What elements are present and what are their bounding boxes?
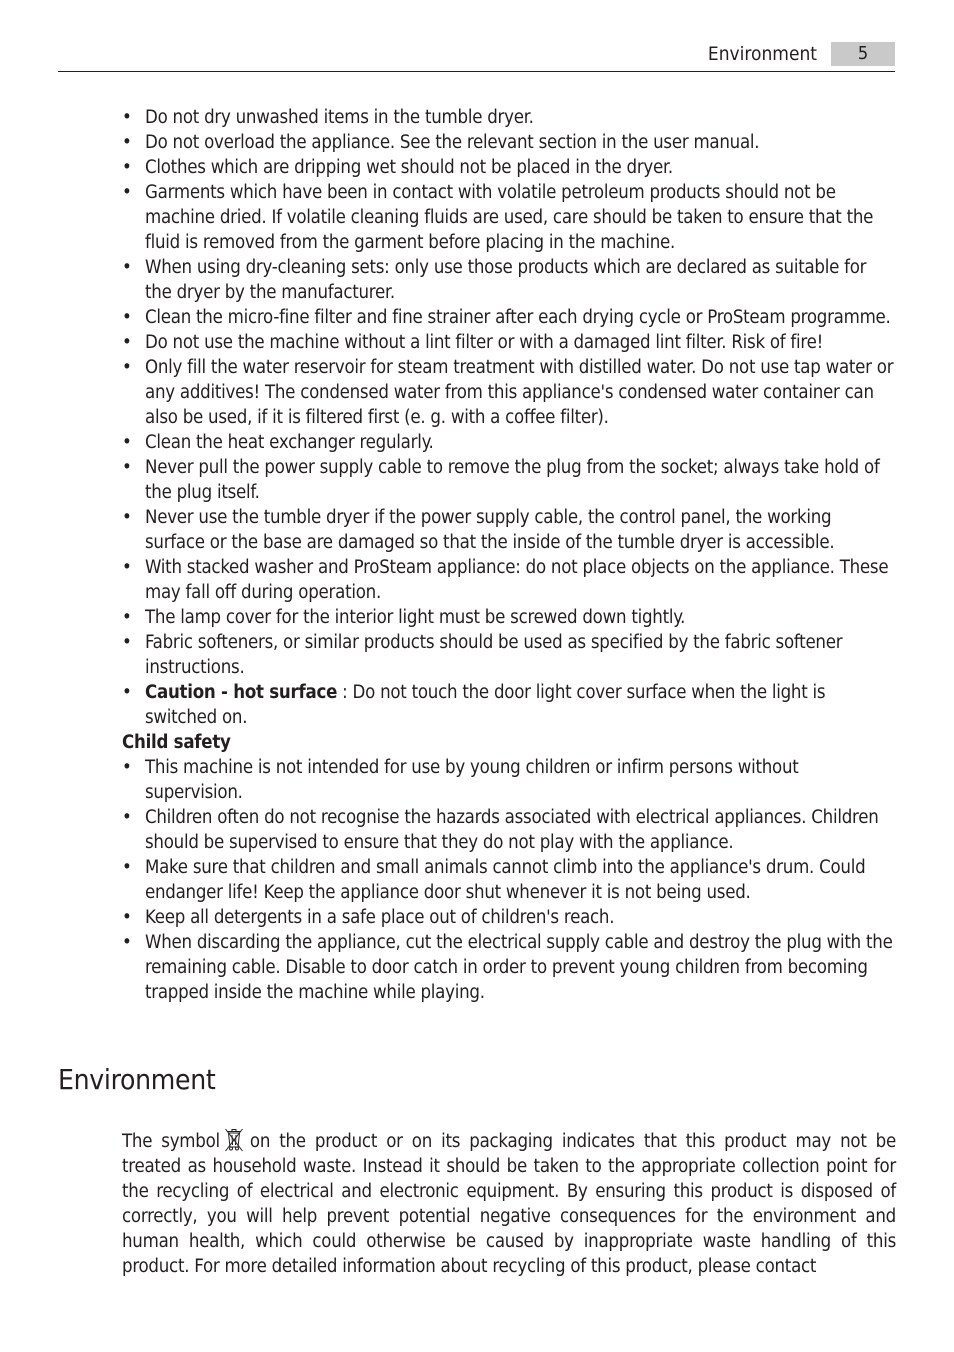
list-item: • Clean the micro-fine filter and fine strainer after each drying cycle or ProSteam programme. (122, 305, 896, 330)
list-item: • This machine is not intended for use by young children or infirm persons without supervision. (122, 755, 896, 805)
list-item: • Never use the tumble dryer if the power supply cable, the control panel, the working surface or the base are damaged so that the inside of the tumble dryer is accessible. (122, 505, 896, 555)
list-item: • Clean the heat exchanger regularly. (122, 430, 896, 455)
child-safety-heading: Child safety (122, 732, 231, 753)
list-item: • With stacked washer and ProSteam appliance: do not place objects on the appliance. These may fall off during operation. (122, 555, 896, 605)
section-title: Environment (58, 1063, 216, 1096)
env-text-before-symbol: The symbol (122, 1131, 220, 1152)
env-text-after-symbol: on the product or on its packaging indicates that this product may not be treated as household waste. Instead it should be taken to the appropriate collection point for the recycling of electrical and electronic equipment. By ensuring this product is disposed of correctly, you will help prevent potential negative consequences for the environment and human health, which could otherwise be caused by inappropriate waste handling of this product. For more detailed information about recycling of this product, please contact (122, 1131, 896, 1277)
list-item: • Make sure that children and small animals cannot climb into the appliance's drum. Could endanger life! Keep the appliance door shut whenever it is not being used. (122, 855, 896, 905)
caution-text: : Do not touch the door light cover surface when the light is switched on. (145, 682, 826, 728)
list-item: • Children often do not recognise the hazards associated with electrical appliances. Children should be supervised to ensure that they do not play with the appliance. (122, 805, 896, 855)
child-safety-list (122, 755, 896, 1005)
safety-content (122, 105, 896, 1005)
list-item: • Clothes which are dripping wet should not be placed in the dryer. (122, 155, 896, 180)
list-item: • Fabric softeners, or similar products should be used as specified by the fabric softener instructions. (122, 630, 896, 680)
list-item: • When discarding the appliance, cut the electrical supply cable and destroy the plug with the remaining cable. Disable to door catch in order to prevent young children from becoming trapped inside the machine while playing. (122, 930, 896, 1005)
crossed-out-wheelie-bin-icon (224, 1128, 244, 1152)
safety-list (122, 105, 896, 730)
page-number: 5 (831, 42, 895, 66)
list-item: • Do not use the machine without a lint filter or with a damaged lint filter. Risk of fire! (122, 330, 896, 355)
list-item: • Only fill the water reservoir for steam treatment with distilled water. Do not use tap water or any additives! The condensed water from this appliance's condensed water container can also be used, if it is filtered first (e. g. with a coffee filter). (122, 355, 896, 430)
list-item: • Do not dry unwashed items in the tumble dryer. (122, 105, 896, 130)
environment-paragraph (122, 1128, 896, 1279)
list-item: • Garments which have been in contact with volatile petroleum products should not be machine dried. If volatile cleaning fluids are used, care should be taken to ensure that the fluid is removed from the garment before placing in the machine. (122, 180, 896, 255)
header-section-title: Environment (707, 43, 817, 65)
page-header (58, 40, 895, 72)
list-item: • When using dry-cleaning sets: only use those products which are declared as suitable for the dryer by the manufacturer. (122, 255, 896, 305)
caution-label: Caution - hot surface (145, 682, 338, 703)
list-item: • The lamp cover for the interior light must be screwed down tightly. (122, 605, 896, 630)
list-item: • Never pull the power supply cable to remove the plug from the socket; always take hold of the plug itself. (122, 455, 896, 505)
list-item: • Keep all detergents in a safe place out of children's reach. (122, 905, 896, 930)
caution-item (122, 680, 896, 730)
list-item: • Do not overload the appliance. See the relevant section in the user manual. (122, 130, 896, 155)
